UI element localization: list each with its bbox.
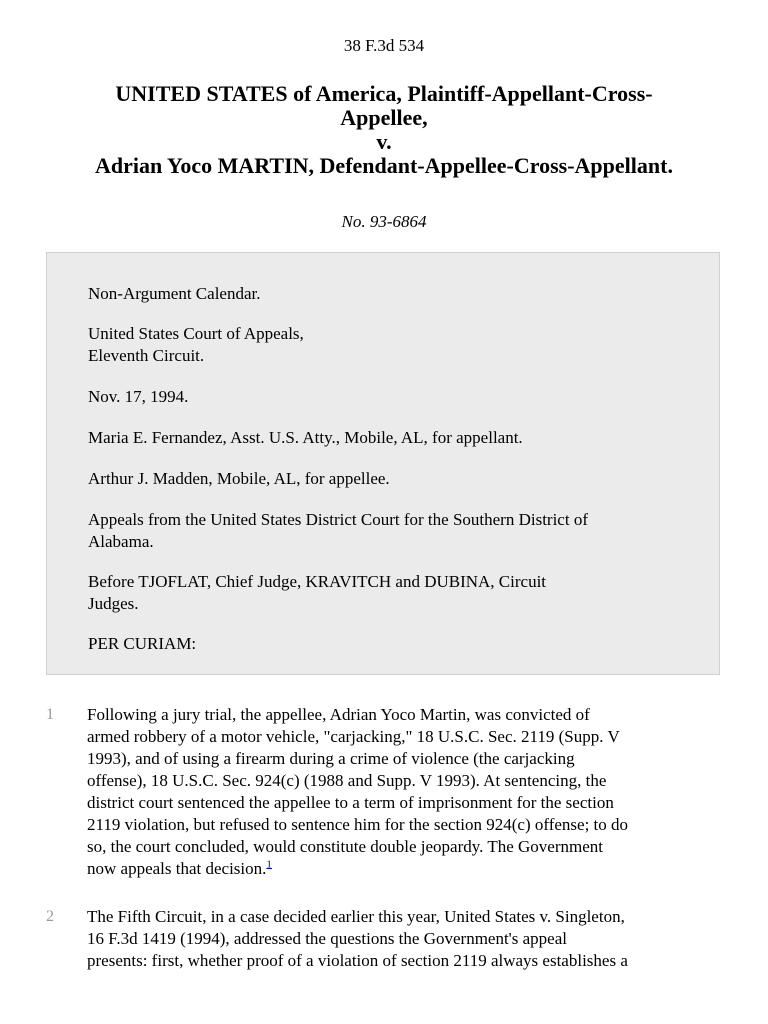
paragraph-number: 2 (46, 908, 54, 925)
appellee-counsel: Arthur J. Madden, Mobile, AL, for appellee. (88, 469, 390, 488)
calendar-label: Non-Argument Calendar. (88, 284, 261, 303)
docket-number: No. 93-6864 (341, 212, 427, 231)
paragraph-line: district court sentenced the appellee to a term of imprisonment for the section (87, 793, 614, 812)
paragraph-line: offense), 18 U.S.C. Sec. 924(c) (1988 and Supp. V 1993). At sentencing, the (87, 771, 607, 790)
footnote-link[interactable]: 1 (266, 858, 272, 871)
panel-judges-line: Before TJOFLAT, Chief Judge, KRAVITCH and DUBINA, Circuit (88, 572, 547, 591)
case-citation: 38 F.3d 534 (343, 36, 425, 55)
paragraph-line: The Fifth Circuit, in a case decided earlier this year, United States v. Singleton, (87, 907, 625, 926)
paragraph-number: 1 (46, 706, 54, 723)
paragraph-text (87, 906, 727, 972)
appellant-counsel: Maria E. Fernandez, Asst. U.S. Atty., Mobile, AL, for appellant. (88, 428, 523, 447)
appeal-from-line: Alabama. (88, 532, 154, 551)
paragraph-line: armed robbery of a motor vehicle, "carjacking," 18 U.S.C. Sec. 2119 (Supp. V (87, 727, 620, 746)
panel-judges-line: Judges. (88, 594, 139, 613)
paragraph-line: 16 F.3d 1419 (1994), addressed the questions the Government's appeal (87, 929, 567, 948)
case-info-box (46, 252, 720, 675)
case-title-line: Adrian Yoco MARTIN, Defendant-Appellee-Cross-Appellant. (95, 153, 673, 178)
paragraph-text (87, 704, 727, 880)
case-title-line: v. (376, 129, 392, 154)
panel-judges (88, 571, 698, 615)
appeal-from-line: Appeals from the United States District Court for the Southern District of (88, 510, 588, 529)
case-title-line: UNITED STATES of America, Plaintiff-Appellant-Cross- (115, 81, 653, 106)
paragraph-line: so, the court concluded, would constitute double jeopardy. The Government (87, 837, 604, 856)
case-title (40, 82, 728, 178)
paragraph-line: presents: first, whether proof of a violation of section 2119 always establishes a (87, 951, 628, 970)
paragraph-line: Following a jury trial, the appellee, Adrian Yoco Martin, was convicted of (87, 705, 590, 724)
court-name (88, 323, 698, 367)
paragraph-line: 2119 violation, but refused to sentence him for the section 924(c) offense; to do (87, 815, 629, 834)
paragraph-line: 1993), and of using a firearm during a crime of violence (the carjacking (87, 749, 575, 768)
paragraph-line (87, 858, 727, 880)
court-name-line: United States Court of Appeals, (88, 324, 304, 343)
case-title-line: Appellee, (340, 105, 428, 130)
court-name-line: Eleventh Circuit. (88, 346, 205, 365)
paragraph-line-text: now appeals that decision. (87, 859, 267, 878)
appeal-from (88, 509, 698, 553)
per-curiam-label: PER CURIAM: (88, 634, 197, 653)
decision-date: Nov. 17, 1994. (88, 387, 189, 406)
